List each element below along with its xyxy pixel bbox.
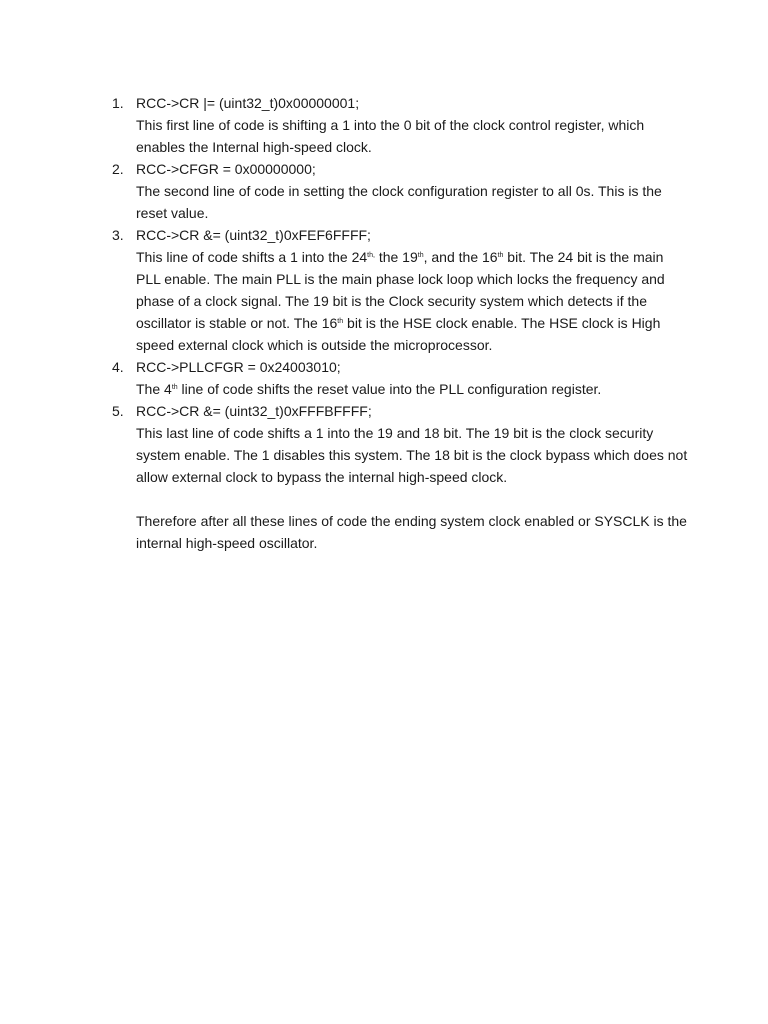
- ordinal-suffix: th: [337, 318, 344, 325]
- list-item: [112, 356, 688, 400]
- list-number: 3.: [112, 227, 124, 243]
- description-text: bit. The 24 bit is the main PLL enable. The main PLL is the main phase lock loop which locks the frequency and phase of a clock signal. The 19 bit is the Clock security system which detects if the oscillator is stable or not. The 16: [136, 249, 665, 331]
- conclusion-paragraph: Therefore after all these lines of code the ending system clock enabled or SYSCLK is the internal high-speed oscillator.: [136, 513, 687, 551]
- description-text: , and the 16: [423, 249, 498, 265]
- description-text: The 4: [136, 381, 172, 397]
- ordinal-suffix: th: [497, 252, 504, 259]
- code-description: This first line of code is shifting a 1 into the 0 bit of the clock control register, which enables the Internal high-speed clock.: [136, 117, 645, 155]
- list-number: 5.: [112, 403, 124, 419]
- code-explanation-list: [112, 92, 688, 488]
- list-number: 1.: [112, 95, 124, 111]
- list-item: [112, 158, 688, 224]
- code-line: RCC->CFGR = 0x00000000;: [136, 161, 316, 177]
- list-item: [112, 400, 688, 488]
- description-text: This line of code shifts a 1 into the 24: [136, 249, 368, 265]
- description-text: line of code shifts the reset value into the PLL configuration register.: [177, 381, 602, 397]
- list-number: 2.: [112, 161, 124, 177]
- code-line: RCC->CR |= (uint32_t)0x00000001;: [136, 95, 360, 111]
- ordinal-suffix: th: [171, 384, 178, 391]
- code-line: RCC->CR &= (uint32_t)0xFFFBFFFF;: [136, 403, 372, 419]
- code-description: The second line of code in setting the clock configuration register to all 0s. This is the reset value.: [136, 183, 662, 221]
- ordinal-suffix: th,: [367, 252, 375, 259]
- code-description: [136, 246, 688, 356]
- code-description: [136, 378, 688, 400]
- description-text: bit is the HSE clock enable. The HSE clock is High speed external clock which is outside the microprocessor.: [136, 315, 661, 353]
- description-text: the 19: [374, 249, 418, 265]
- code-line: RCC->PLLCFGR = 0x24003010;: [136, 359, 341, 375]
- list-item: [112, 224, 688, 356]
- code-line: RCC->CR &= (uint32_t)0xFEF6FFFF;: [136, 227, 371, 243]
- list-number: 4.: [112, 359, 124, 375]
- list-item: [112, 92, 688, 158]
- ordinal-suffix: th: [417, 252, 424, 259]
- code-description: This last line of code shifts a 1 into the 19 and 18 bit. The 19 bit is the clock security system enable. The 1 disables this system. The 18 bit is the clock bypass which does not allow external clock to bypass the internal high-speed clock.: [136, 425, 688, 485]
